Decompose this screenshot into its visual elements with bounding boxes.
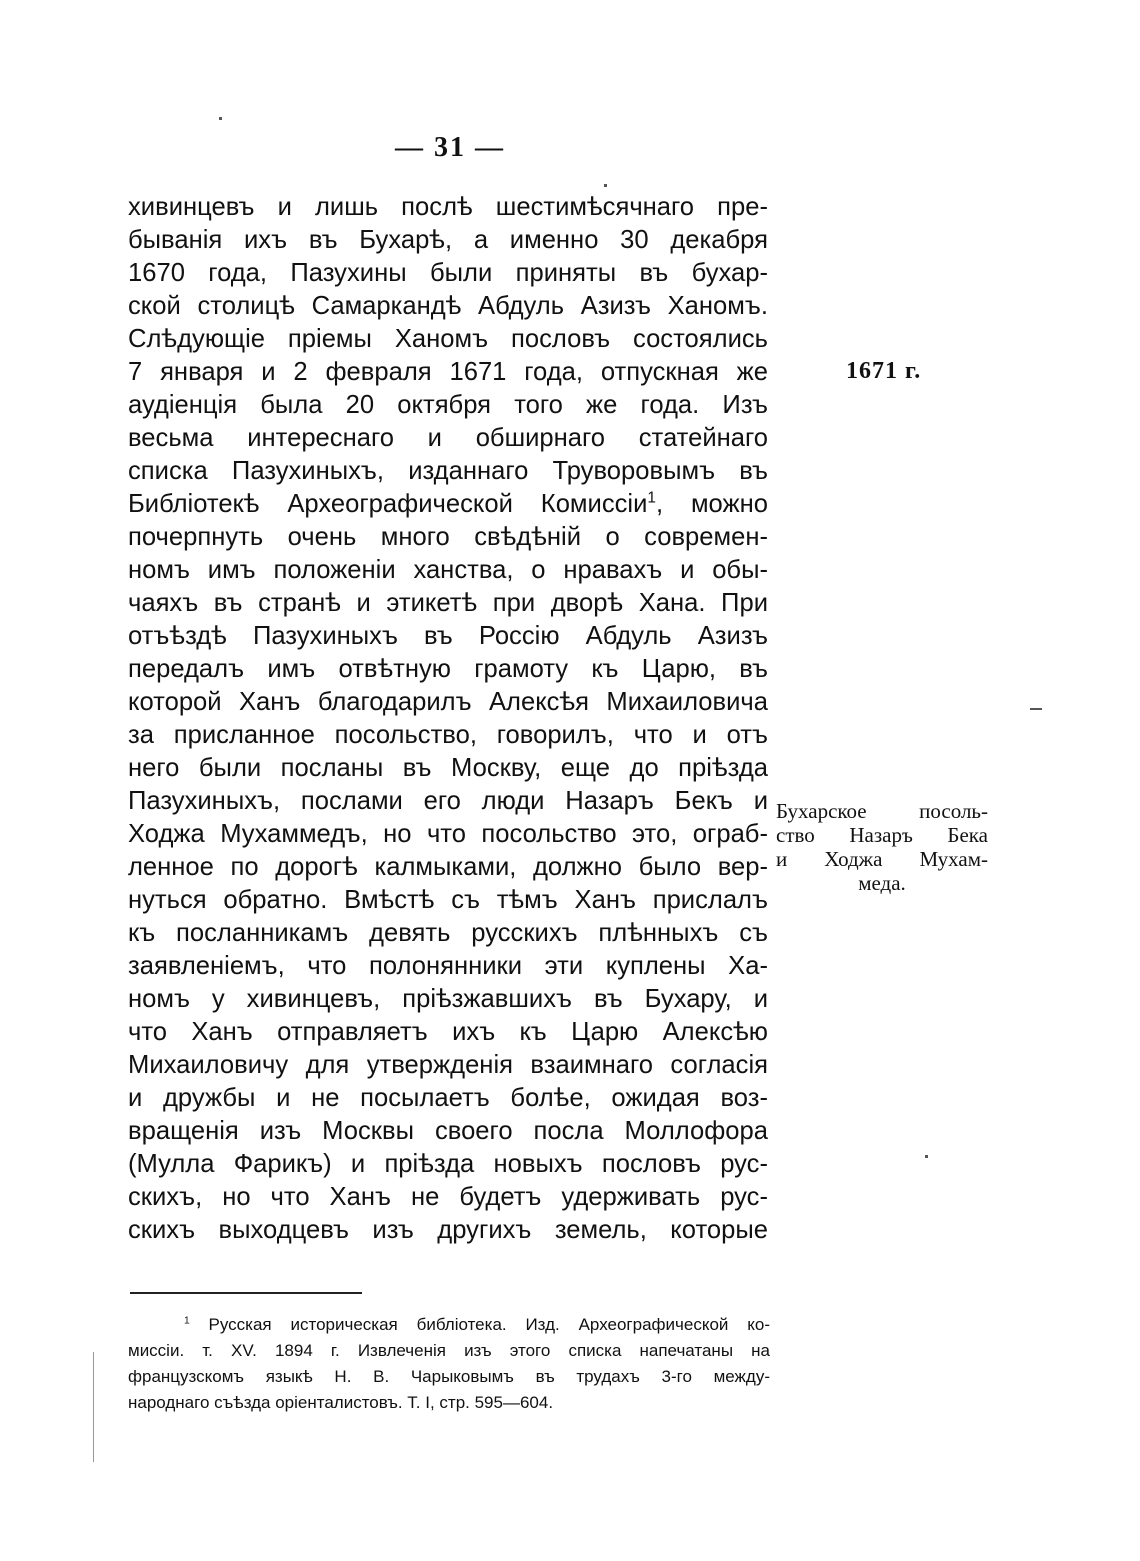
text-line: отъѣздѣ Пазухиныхъ въ Россію Абдуль Азизъ [128, 622, 768, 650]
footnote-reference: 1 [647, 489, 656, 507]
footnote-line: миссіи. т. XV. 1894 г. Извлеченія изъ этого списка напечатаны на [128, 1341, 770, 1360]
scan-speck [1030, 708, 1042, 710]
text-line: за присланное посольство, говорилъ, что и отъ [128, 721, 768, 749]
text-line: Слѣдующіе пріемы Ханомъ пословъ состоялись [128, 325, 768, 353]
text-line: почерпнуть очень много свѣдѣній о современ- [128, 523, 768, 551]
text-line: передалъ имъ отвѣтную грамоту къ Царю, въ [128, 655, 768, 683]
text-line: номъ имъ положеніи ханства, о нравахъ и обы- [128, 556, 768, 584]
text-line: Ходжа Мухаммедъ, но что посольство это, ограб- [128, 820, 768, 848]
text-line: него были посланы въ Москву, еще до пріѣзда [128, 754, 768, 782]
scan-speck [925, 1155, 928, 1158]
text-line: весьма интереснаго и обширнаго статейнаго [128, 424, 768, 452]
text-line: Михаиловичу для утвержденія взаимнаго согласія [128, 1051, 768, 1079]
margin-note-line: ство Назаръ Бека [776, 823, 988, 847]
text-line: нуться обратно. Вмѣстѣ съ тѣмъ Ханъ прислалъ [128, 886, 768, 914]
text-line: которой Ханъ благодарилъ Алексѣя Михаиловича [128, 688, 768, 716]
text-line: къ посланникамъ девять русскихъ плѣнныхъ съ [128, 919, 768, 947]
margin-note-line: Бухарское посоль- [776, 799, 988, 823]
text-line: Пазухиныхъ, послами его люди Назаръ Бекъ и [128, 787, 768, 815]
main-text [128, 191, 768, 1247]
text-line: и дружбы и не посылаетъ болѣе, ожидая воз- [128, 1084, 768, 1112]
text-line: что Ханъ отправляетъ ихъ къ Царю Алексѣю [128, 1018, 768, 1046]
scan-speck [219, 117, 222, 120]
text-line-with-footnote-ref [128, 488, 768, 521]
text-line: ленное по дорогѣ калмыками, должно было вер- [128, 853, 768, 881]
text-line: скихъ выходцевъ изъ другихъ земель, которые [128, 1216, 768, 1244]
text-line-part: , можно [655, 490, 768, 518]
footnote-divider [130, 1292, 362, 1294]
text-line: чаяхъ въ странѣ и этикетѣ при дворѣ Хана. При [128, 589, 768, 617]
text-line: ской столицѣ Самаркандѣ Абдуль Азизъ Ханомъ. [128, 292, 768, 320]
page-number: — 31 — [395, 132, 505, 163]
footnote-line: народнаго съѣзда оріенталистовъ. Т. I, стр. 595—604. [128, 1393, 554, 1412]
text-line: 1670 года, Пазухины были приняты въ бухар- [128, 259, 768, 287]
text-line: 7 января и 2 февраля 1671 года, отпускная же [128, 358, 768, 386]
footnote [128, 1312, 770, 1416]
text-line: аудіенція была 20 октября того же года. Изъ [128, 391, 768, 419]
footnote-marker: 1 [184, 1315, 190, 1327]
text-line: заявленіемъ, что полонянники эти куплены Ха- [128, 952, 768, 980]
margin-note-line: меда. [858, 871, 906, 895]
text-line: списка Пазухиныхъ, изданнаго Труворовымъ въ [128, 457, 768, 485]
text-line: вращенія изъ Москвы своего посла Моллофора [128, 1117, 768, 1145]
scan-speck [93, 1352, 94, 1462]
text-line: скихъ, но что Ханъ не будетъ удерживать рус- [128, 1183, 768, 1211]
footnote-text: Русская историческая библіотека. Изд. Археографической ко- [208, 1315, 770, 1334]
text-line-part: Библіотекѣ Археографической Комиссіи [128, 490, 648, 518]
margin-year: 1671 г. [846, 358, 922, 384]
margin-note [776, 799, 988, 895]
text-line: (Мулла Фарикъ) и пріѣзда новыхъ пословъ рус- [128, 1150, 768, 1178]
footnote-line: французскомъ языкѣ Н. В. Чарыковымъ въ трудахъ 3-го между- [128, 1367, 770, 1386]
margin-note-line: и Ходжа Мухам- [776, 847, 988, 871]
footnote-line-first [128, 1312, 770, 1338]
text-line: хивинцевъ и лишь послѣ шестимѣсячнаго пре- [128, 193, 768, 221]
scan-speck [604, 184, 607, 187]
text-line: номъ у хивинцевъ, пріѣзжавшихъ въ Бухару, и [128, 985, 768, 1013]
text-line: быванія ихъ въ Бухарѣ, а именно 30 декабря [128, 226, 768, 254]
